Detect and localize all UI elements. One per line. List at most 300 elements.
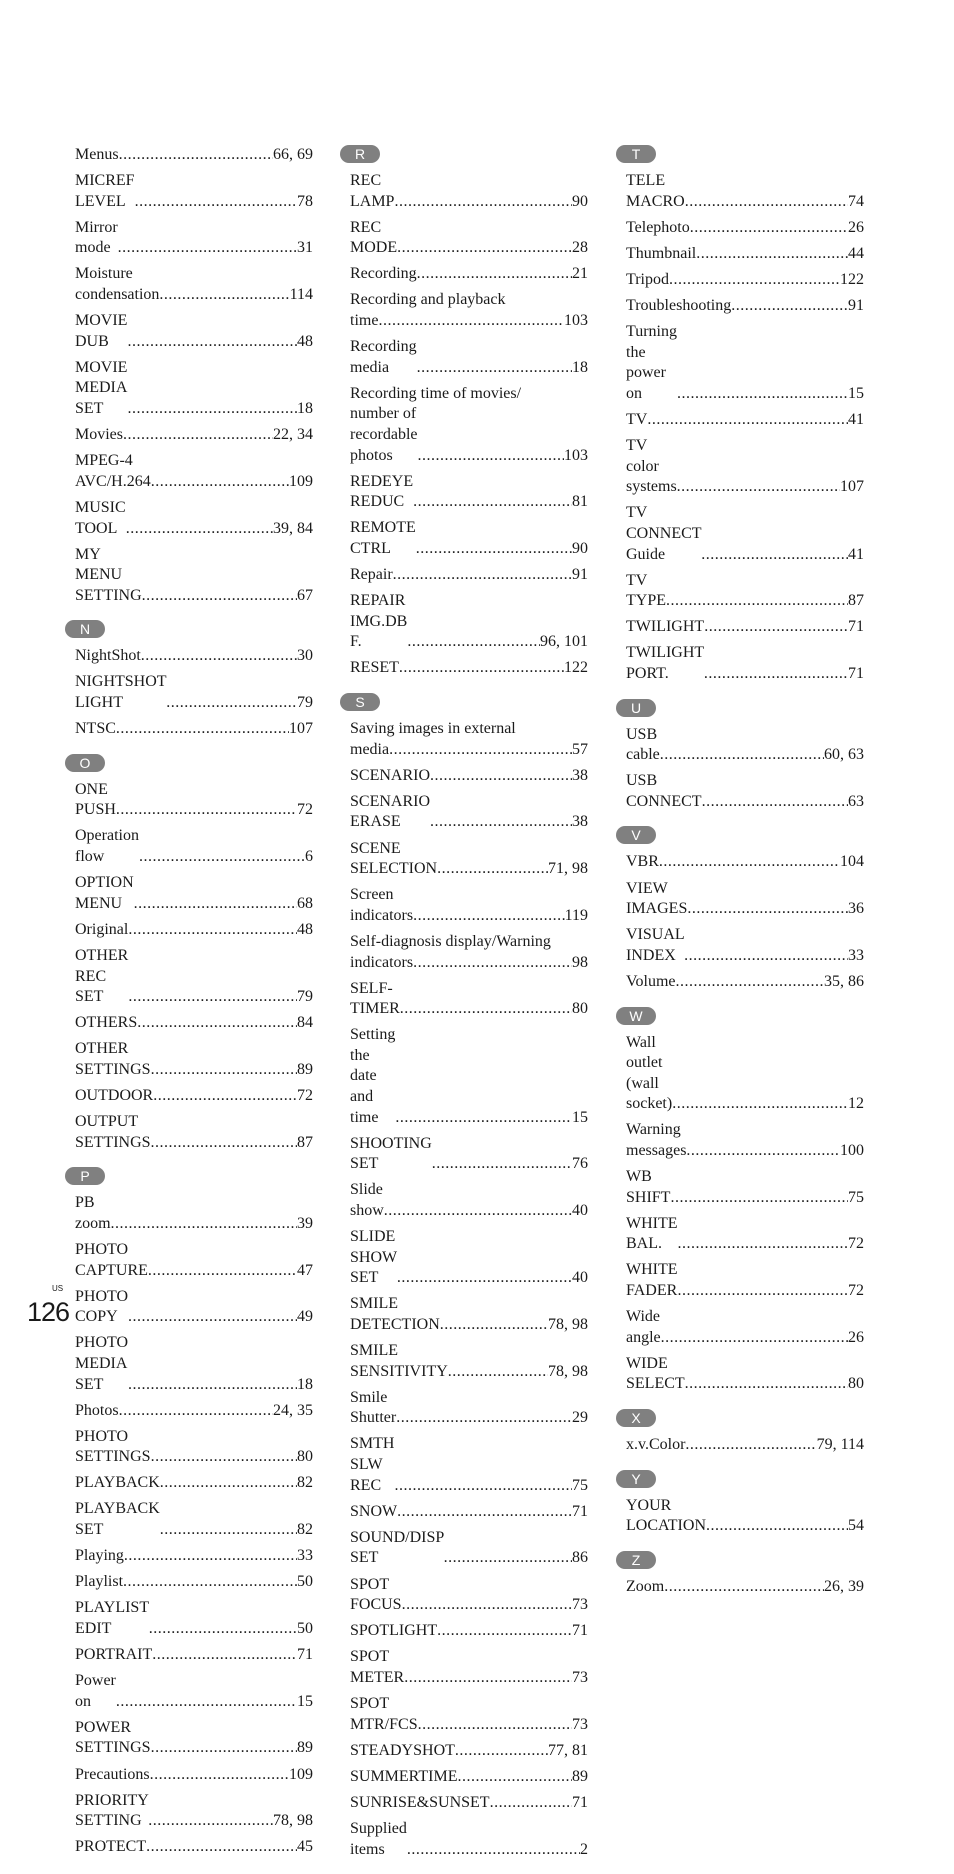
index-entry	[626, 1033, 864, 1115]
index-entry	[75, 218, 313, 259]
entry-pages: 74	[848, 192, 864, 210]
entry-term: SNOW	[350, 1502, 398, 1520]
entry-pages: 24, 35	[273, 1401, 313, 1419]
entry-term: Slide show	[350, 1181, 384, 1220]
entry-term: Menus	[75, 146, 119, 163]
entry-pages: 72	[848, 1282, 864, 1300]
index-entry	[75, 1837, 313, 1858]
index-entry	[75, 358, 313, 420]
entry-pages: 31	[297, 239, 313, 257]
index-section-u	[626, 699, 864, 813]
entry-pages: 71, 98	[548, 860, 588, 878]
entry-pages: 45	[297, 1838, 313, 1856]
entry-pages: 89	[572, 1767, 588, 1785]
entry-pages: 15	[572, 1108, 588, 1126]
leader-dots	[400, 999, 572, 1020]
index-entry	[75, 498, 313, 539]
entry-term: TWILIGHT PORT.	[626, 644, 704, 682]
entry-pages: 26	[848, 1328, 864, 1346]
entry-term: RESET	[350, 659, 399, 677]
entry-term: WB SHIFT	[626, 1168, 671, 1206]
index-entry	[626, 1496, 864, 1537]
entry-term: Volume	[626, 972, 676, 990]
leader-dots	[394, 1476, 572, 1497]
index-entry	[626, 571, 864, 612]
entry-term: WIDE SELECT	[626, 1354, 685, 1393]
entry-term: SUMMERTIME	[350, 1767, 458, 1785]
leader-dots	[151, 472, 289, 493]
leader-dots	[672, 1094, 848, 1115]
leader-dots	[706, 1516, 848, 1537]
leader-dots	[675, 972, 824, 993]
entry-term: Playlist	[75, 1573, 124, 1591]
entry-term: PHOTO CAPTURE	[75, 1240, 148, 1279]
entry-term: YOUR LOCATION	[626, 1496, 706, 1535]
index-entry	[626, 296, 864, 317]
entry-pages: 18	[297, 1375, 313, 1393]
leader-dots	[407, 1840, 580, 1861]
leader-dots	[119, 1401, 273, 1422]
entry-pages: 6	[305, 848, 313, 866]
entry-term: OUTDOOR	[75, 1086, 154, 1104]
leader-dots	[139, 847, 305, 868]
entry-pages: 90	[572, 192, 588, 210]
leader-dots	[731, 296, 848, 317]
entry-term: NightShot	[75, 647, 141, 665]
index-entry	[626, 617, 864, 638]
index-entry	[350, 1694, 588, 1735]
entry-pages: 80	[848, 1375, 864, 1393]
entry-term: SMILE DETECTION	[350, 1295, 440, 1333]
leader-dots	[417, 358, 572, 379]
index-section-t	[626, 145, 864, 685]
entry-pages: 28	[572, 239, 588, 257]
entry-term: Recording and playback	[350, 291, 506, 309]
entry-term: VBR	[626, 853, 659, 871]
index-entry	[75, 1333, 313, 1395]
leader-dots	[664, 1577, 824, 1598]
entry-pages: 73	[572, 1596, 588, 1614]
entry-term: Smile Shutter	[350, 1388, 397, 1427]
leader-dots	[141, 646, 297, 667]
leader-dots	[437, 859, 548, 880]
leader-dots	[444, 1548, 572, 1569]
index-section-s	[350, 693, 588, 1860]
index-entry	[626, 218, 864, 239]
index-entry	[75, 719, 313, 740]
entry-term: MUSIC TOOL	[75, 498, 126, 537]
entry-term: VISUAL INDEX	[626, 926, 685, 964]
leader-dots	[404, 1668, 572, 1689]
entry-term: Playing	[75, 1547, 124, 1565]
entry-pages: 71	[572, 1622, 588, 1640]
entry-pages: 72	[848, 1235, 864, 1253]
entry-term: REC LAMP	[350, 172, 395, 210]
leader-dots	[704, 664, 848, 685]
leader-dots	[455, 1741, 548, 1762]
entry-pages: 26, 39	[824, 1577, 864, 1595]
entry-pages: 57	[572, 740, 588, 758]
entry-term: Moisture condensation	[75, 265, 160, 304]
index-entry	[350, 1575, 588, 1616]
leader-dots	[677, 477, 840, 498]
section-letter-badge: Z	[616, 1551, 656, 1569]
entry-term: TV TYPE	[626, 571, 666, 610]
leader-dots	[458, 1767, 573, 1788]
leader-dots	[448, 1362, 548, 1383]
page-language-tag: US	[52, 1284, 64, 1293]
entry-pages: 54	[848, 1517, 864, 1535]
leader-dots	[685, 192, 848, 213]
index-entry	[350, 384, 588, 466]
leader-dots	[137, 1013, 297, 1034]
leader-dots	[666, 591, 848, 612]
entry-pages: 39	[297, 1214, 313, 1232]
entry-term: Wide angle	[626, 1308, 661, 1346]
leader-dots	[160, 1520, 297, 1541]
index-entry	[75, 1013, 313, 1034]
entry-term: Tripod	[626, 270, 669, 288]
index-entry	[350, 1767, 588, 1788]
entry-term: Original	[75, 920, 129, 938]
entry-term: SCENARIO	[350, 766, 431, 784]
leader-dots	[116, 800, 297, 821]
entry-term: REPAIR IMG.DB F.	[350, 592, 408, 651]
entry-term-continued: number of recordable photos	[350, 405, 418, 464]
entry-pages: 63	[848, 792, 864, 810]
index-entry	[626, 1214, 864, 1255]
index-entry	[350, 472, 588, 513]
index-entry	[626, 925, 864, 966]
leader-dots	[151, 1738, 297, 1759]
index-entry	[626, 879, 864, 920]
index-entry	[350, 885, 588, 926]
entry-term: PHOTO COPY	[75, 1287, 129, 1326]
index-entry	[75, 1572, 313, 1593]
entry-term-continuation-line	[350, 311, 588, 332]
index-entry	[75, 145, 313, 166]
entry-term: Power on	[75, 1672, 116, 1710]
entry-term: REC MODE	[350, 218, 398, 257]
entry-pages: 41	[848, 410, 864, 428]
entry-pages: 79	[297, 988, 313, 1006]
entry-pages: 100	[840, 1141, 864, 1159]
entry-pages: 87	[297, 1133, 313, 1151]
index-entry	[75, 425, 313, 446]
entry-term: SPOT MTR/FCS	[350, 1695, 418, 1733]
index-column-2	[350, 145, 588, 1874]
entry-pages: 75	[848, 1188, 864, 1206]
entry-term: SHOOTING SET	[350, 1134, 432, 1173]
index-entry	[75, 920, 313, 941]
leader-dots	[402, 1595, 572, 1616]
entry-pages: 33	[297, 1547, 313, 1565]
index-entry	[626, 270, 864, 291]
leader-dots	[397, 1268, 572, 1289]
page-number: 126	[27, 1297, 70, 1327]
entry-term: WHITE BAL.	[626, 1214, 678, 1253]
entry-pages: 12	[848, 1095, 864, 1113]
entry-pages: 89	[297, 1739, 313, 1757]
leader-dots	[416, 539, 572, 560]
entry-pages: 22, 34	[273, 426, 313, 444]
entry-term: ONE PUSH	[75, 780, 116, 819]
entry-term: SELF-TIMER	[350, 979, 400, 1018]
leader-dots	[430, 766, 572, 787]
index-entry	[350, 1621, 588, 1642]
entry-pages: 67	[297, 586, 313, 604]
entry-term: SPOT METER	[350, 1648, 405, 1686]
entry-pages: 36	[848, 900, 864, 918]
index-entry	[75, 311, 313, 352]
section-letter-badge: N	[65, 620, 105, 638]
entry-pages: 77, 81	[548, 1741, 588, 1759]
index-entry	[75, 646, 313, 667]
entry-pages: 72	[297, 801, 313, 819]
entry-pages: 90	[572, 540, 588, 557]
leader-dots	[396, 1408, 572, 1429]
index-entry	[75, 826, 313, 867]
entry-pages: 71	[848, 664, 864, 682]
entry-term: SMTH SLW REC	[350, 1435, 395, 1494]
entry-term: PHOTO SETTINGS	[75, 1427, 151, 1466]
index-entry	[75, 451, 313, 492]
leader-dots	[389, 740, 572, 761]
index-entry	[350, 565, 588, 586]
entry-pages: 40	[572, 1269, 588, 1287]
index-entry	[626, 643, 864, 684]
entry-pages: 86	[572, 1549, 588, 1567]
entry-pages: 71	[848, 618, 864, 636]
section-letter-badge: S	[340, 693, 380, 711]
entry-pages: 84	[297, 1014, 313, 1032]
index-entry	[350, 591, 588, 653]
index-entry	[75, 1499, 313, 1540]
entry-pages: 30	[297, 647, 313, 665]
leader-dots	[432, 1154, 572, 1175]
index-entry	[350, 719, 588, 760]
entry-term: Thumbnail	[626, 244, 697, 262]
entry-term: OUTPUT SETTINGS	[75, 1113, 151, 1151]
entry-term-continuation-line	[350, 953, 588, 974]
index-entry	[626, 322, 864, 404]
leader-dots	[111, 1214, 297, 1235]
index-entry	[75, 1791, 313, 1832]
leader-dots	[119, 145, 273, 166]
entry-pages: 78	[297, 192, 313, 210]
leader-dots	[116, 719, 289, 740]
index-entry	[626, 436, 864, 498]
section-letter-badge: T	[616, 145, 656, 163]
index-section-o	[75, 754, 313, 1154]
index-entry	[350, 1227, 588, 1289]
entry-term: Recording media	[350, 338, 417, 376]
entry-term: WHITE FADER	[626, 1261, 678, 1300]
index-entry	[75, 1086, 313, 1107]
entry-term: Telephoto	[626, 218, 690, 236]
entry-pages: 72	[297, 1086, 313, 1104]
entry-pages: 122	[564, 659, 588, 677]
leader-dots	[126, 519, 273, 540]
leader-dots	[394, 192, 572, 213]
entry-pages: 50	[297, 1619, 313, 1637]
leader-dots	[702, 792, 848, 813]
entry-term: OTHERS	[75, 1014, 138, 1032]
leader-dots	[413, 953, 572, 974]
leader-dots	[128, 1307, 297, 1328]
entry-term: OPTION MENU	[75, 874, 134, 912]
entry-term: Self-diagnosis display/Warning	[350, 932, 551, 950]
entry-term: Wall outlet (wall socket)	[626, 1033, 673, 1113]
leader-dots	[149, 1619, 297, 1640]
index-entry	[350, 264, 588, 285]
leader-dots	[146, 1837, 297, 1858]
leader-dots	[159, 285, 289, 306]
index-entry	[75, 672, 313, 713]
entry-pages: 109	[289, 1765, 313, 1783]
entry-pages: 80	[297, 1448, 313, 1466]
index-entry	[626, 503, 864, 565]
leader-dots	[659, 852, 840, 873]
index-entry	[350, 792, 588, 833]
leader-dots	[151, 1447, 297, 1468]
index-entry	[75, 1193, 313, 1234]
entry-term: PRIORITY SETTING	[75, 1791, 149, 1830]
entry-pages: 68	[297, 894, 313, 912]
entry-term: Recording time of movies/	[350, 384, 522, 402]
entry-pages: 73	[572, 1668, 588, 1686]
entry-pages: 2	[580, 1840, 588, 1858]
index-entry	[626, 1167, 864, 1208]
entry-term-continued: time	[350, 312, 379, 330]
entry-term: Saving images in external	[350, 720, 516, 738]
leader-dots	[684, 946, 848, 967]
entry-pages: 104	[840, 853, 864, 871]
index-entry	[626, 1120, 864, 1161]
index-entry	[75, 1718, 313, 1759]
index-entry	[350, 1528, 588, 1569]
index-entry	[75, 1645, 313, 1666]
entry-pages: 122	[840, 270, 864, 288]
leader-dots	[417, 264, 572, 285]
entry-pages: 71	[572, 1502, 588, 1520]
leader-dots	[407, 632, 540, 653]
index-entry	[350, 1793, 588, 1814]
index-entry	[626, 244, 864, 265]
entry-pages: 38	[572, 813, 588, 831]
index-entry	[75, 1240, 313, 1281]
leader-dots	[669, 270, 840, 291]
entry-term: MPEG-4 AVC/H.264	[75, 452, 151, 490]
entry-pages: 98	[572, 953, 588, 971]
section-letter-badge: W	[616, 1007, 656, 1025]
entry-term: REMOTE CTRL	[350, 519, 416, 557]
index-entry	[350, 1025, 588, 1128]
entry-pages: 49	[297, 1308, 313, 1326]
leader-dots	[128, 920, 297, 941]
index-entry	[626, 1435, 864, 1456]
leader-dots	[151, 1133, 297, 1154]
entry-term: PLAYLIST EDIT	[75, 1599, 149, 1637]
entry-term: TV color systems	[626, 437, 677, 496]
entry-term: Screen indicators	[350, 886, 414, 924]
leader-dots	[142, 586, 297, 607]
leader-dots	[128, 1375, 297, 1396]
index-entry	[350, 839, 588, 880]
leader-dots	[413, 492, 572, 513]
index-section-r	[350, 145, 588, 679]
entry-term: SUNRISE&SUNSET	[350, 1793, 490, 1811]
leader-dots	[413, 906, 565, 927]
entry-pages: 107	[840, 478, 864, 496]
index-section-z	[626, 1551, 864, 1598]
entry-pages: 82	[297, 1474, 313, 1492]
entry-term: Warning messages	[626, 1121, 687, 1159]
entry-pages: 15	[297, 1692, 313, 1710]
index-entry	[350, 1502, 588, 1523]
entry-pages: 109	[289, 472, 313, 490]
entry-pages: 33	[848, 946, 864, 964]
index-entry	[350, 1180, 588, 1221]
entry-pages: 44	[848, 244, 864, 262]
index-entry	[75, 1473, 313, 1494]
leader-dots	[430, 812, 572, 833]
entry-pages: 114	[289, 286, 313, 304]
index-entry	[626, 1307, 864, 1348]
entry-pages: 78, 98	[273, 1812, 313, 1830]
index-entry	[350, 1388, 588, 1429]
entry-term: USB CONNECT	[626, 772, 702, 810]
entry-term: VIEW IMAGES	[626, 879, 688, 918]
entry-term: POWER SETTINGS	[75, 1718, 151, 1757]
entry-pages: 103	[564, 312, 588, 330]
leader-dots	[124, 1546, 297, 1567]
leader-dots	[690, 218, 848, 239]
entry-term: OTHER SETTINGS	[75, 1040, 151, 1078]
section-letter-badge: O	[65, 754, 105, 772]
entry-pages: 50	[297, 1573, 313, 1591]
entry-term-continued: media	[350, 740, 390, 758]
entry-term: STEADYSHOT	[350, 1741, 455, 1759]
index-entry	[626, 171, 864, 212]
leader-dots	[123, 1572, 297, 1593]
entry-pages: 48	[297, 332, 313, 350]
leader-dots	[686, 1141, 840, 1162]
index-entry	[350, 766, 588, 787]
leader-dots	[437, 1621, 572, 1642]
entry-term: Operation flow	[75, 827, 139, 866]
index-section	[75, 145, 313, 606]
leader-dots	[152, 1645, 297, 1666]
leader-dots	[148, 1261, 297, 1282]
entry-term: Setting the date and time	[350, 1026, 396, 1126]
index-column-3	[626, 145, 864, 1611]
entry-term: REDEYE REDUC	[350, 472, 414, 511]
leader-dots	[399, 658, 564, 679]
entry-term: PLAYBACK	[75, 1474, 160, 1492]
entry-term: Supplied items	[350, 1819, 407, 1858]
leader-dots	[123, 425, 273, 446]
entry-term: x.v.Color	[626, 1436, 686, 1453]
entry-term: Precautions	[75, 1765, 150, 1783]
entry-term: OTHER REC SET	[75, 946, 129, 1006]
entry-pages: 80	[572, 1000, 588, 1018]
index-entry	[350, 171, 588, 212]
section-letter-badge: Y	[616, 1470, 656, 1488]
entry-pages: 78, 98	[548, 1316, 588, 1333]
leader-dots	[670, 1188, 848, 1209]
section-letter-badge: P	[65, 1167, 105, 1185]
